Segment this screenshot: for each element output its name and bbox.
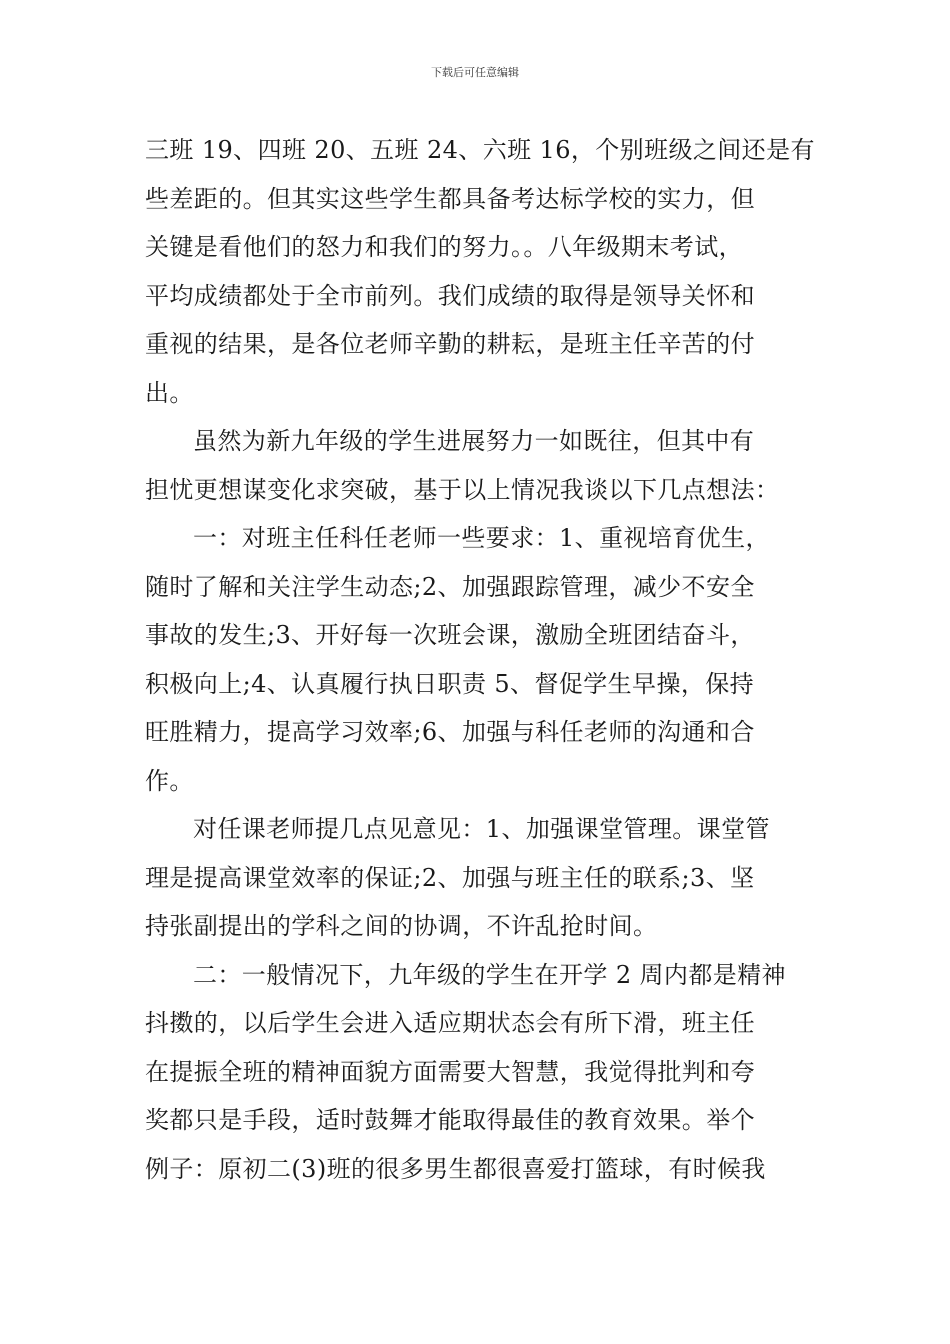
- text-line: 旺胜精力，提高学习效率;6、加强与科任老师的沟通和合: [145, 718, 755, 746]
- paragraph-first-line: 二：一般情况下，九年级的学生在开学 2 周内都是精神: [193, 960, 786, 989]
- text-line: 重视的结果，是各位老师辛勤的耕耘，是班主任辛苦的付: [145, 330, 755, 358]
- text-line: 作。: [145, 766, 194, 795]
- text-line: 些差距的。但其实这些学生都具备考达标学校的实力，但: [145, 184, 755, 213]
- text-line: 理是提高课堂效率的保证;2、加强与班主任的联系;3、坚: [145, 863, 755, 892]
- text-line: 积极向上;4、认真履行执日职责 5、督促学生早操，保持: [145, 669, 755, 698]
- document-body: [145, 126, 815, 1193]
- text-line: 抖擞的，以后学生会进入适应期状态会有所下滑，班主任: [145, 1009, 755, 1037]
- page-header: 下载后可任意编辑: [431, 66, 519, 79]
- text-line: 持张副提出的学科之间的协调，不许乱抢时间。: [145, 912, 658, 940]
- paragraph-first-line: 虽然为新九年级的学生进展努力一如既往，但其中有: [193, 427, 755, 455]
- text-line: 奖都只是手段，适时鼓舞才能取得最佳的教育效果。举个: [145, 1106, 755, 1134]
- paragraph-first-line: 对任课老师提几点见意见：1、加强课堂管理。课堂管: [193, 815, 770, 843]
- text-line: 例子：原初二(3)班的很多男生都很喜爱打篮球，有时候我: [145, 1154, 766, 1183]
- text-line: 随时了解和关注学生动态;2、加强跟踪管理，减少不安全: [145, 572, 755, 601]
- text-line: 关键是看他们的怒力和我们的努力。。八年级期末考试，: [145, 233, 743, 261]
- text-line: 出。: [145, 378, 194, 407]
- text-line: 在提振全班的精神面貌方面需要大智慧，我觉得批判和夸: [145, 1057, 755, 1086]
- text-line: 担忧更想谋变化求突破，基于以上情况我谈以下几点想法：: [145, 475, 780, 504]
- paragraph-first-line: 一：对班主任科任老师一些要求：1、重视培育优生，: [193, 524, 770, 552]
- text-line: 三班 19、四班 20、五班 24、六班 16，个别班级之间还是有: [145, 136, 815, 164]
- text-line: 事故的发生;3、开好每一次班会课，激励全班团结奋斗，: [145, 621, 755, 649]
- text-line: 平均成绩都处于全市前列。我们成绩的取得是领导关怀和: [145, 281, 755, 310]
